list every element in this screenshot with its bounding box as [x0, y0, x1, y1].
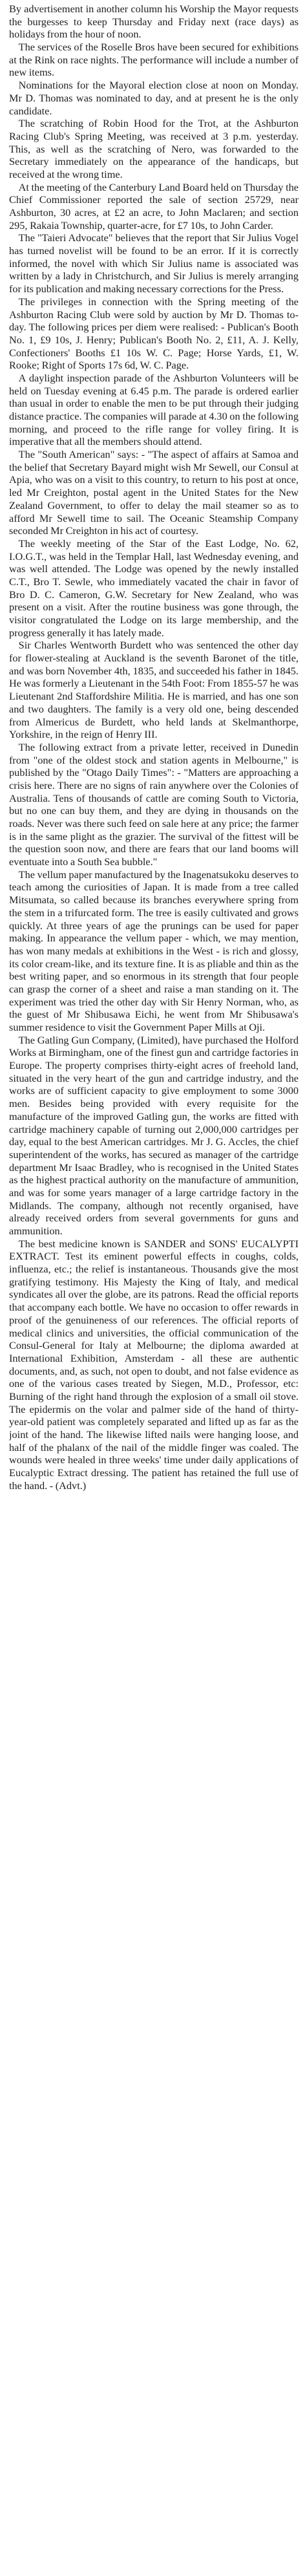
- news-paragraph: The privileges in connection with the Spring meeting of the Ashburton Racing Club were sold by auction by Mr D. Thomas to-day. The following prices per diem were realised: - Publican's Booth No. 1, £9 10s, J. Henry; Publican's Booth No. 2, £11, A. J. Kelly, Confectioners' Booths £1 10s W. C. Page; Horse Yards, £1, W. Rooke; Right of Sports 17s 6d, W. C. Page.: [9, 295, 299, 372]
- news-paragraph: The best medicine known is SANDER and SONS' EUCALYPTI EXTRACT. Test its eminent powerful effects in coughs, colds, influenza, etc.; the relief is instantaneous. Thousands give the most gratifying testimony. His Majesty the King of Italy, and medical syndicates all over the globe, are its patrons. Read the official reports that accompany each bottle. We have no occasion to offer rewards in proof of the genuineness of our references. The official reports of medical clinics and universities, the official communication of the Consul-General for Italy at Melbourne; the diploma awarded at International Exhibition, Amsterdam - all these are authentic documents, and, as such, not open to doubt, and not false evidence as one of the various cases treated by Siegen, M.D., Professor, etc: Burning of the right hand through the explosion of a small oil stove. The epidermis on the volar and palmer side of the hand of thirty-year-old patient was completely separated and lifted up as far as the joint of the hand. The likewise lifted nails were hanging loose, and half of the phalanx of the nail of the middle finger was coaled. The wounds were healed in three weeks' time under daily applications of Eucalyptic Extract dressing. The patient has retained the full use of the hand. - (Advt.): [9, 1237, 299, 1492]
- news-paragraph: The Gatling Gun Company, (Limited), have purchased the Holford Works at Birmingham, one of the finest gun and cartridge factories in Europe. The property comprises thirty-eight acres of freehold land, situated in the very heart of the gun and cartridge industry, and the works are of sufficient capacity to give employment to some 3000 men. Besides being provided with every requisite for the manufacture of the improved Gatling gun, the works are fitted with cartridge machinery capable of turning out 2,000,000 cartridges per day, equal to the best American cartridges. Mr J. G. Accles, the chief superintendent of the works, has secured as manager of the cartridge department Mr Isaac Bradley, who is recognised in the United States as the highest practical authority on the manufacture of ammunition, and was for some years manager of a large cartridge factory in the Midlands. The company, although not recently organised, have already received orders from several governments for guns and ammunition.: [9, 1033, 299, 1237]
- news-paragraph: At the meeting of the Canterbury Land Board held on Thursday the Chief Commissioner reported the sale of section 25729, near Ashburton, 30 acres, at £2 an acre, to John Maclaren; and section 295, Rakaia Township, quarter-acre, for £7 10s, to John Carder.: [9, 180, 299, 231]
- news-paragraph: The "South American" says: - "The aspect of affairs at Samoa and the belief that Secretary Bayard might wish Mr Sewell, our Consul at Apia, who was on a visit to this country, to return to his post at once, led Mr Creighton, postal agent in the United States for the New Zealand Government, to offer to delay the mail steamer so as to afford Mr Sewell time to sail. The Oceanic Steamship Company seconded Mr Creighton in his act of courtesy.: [9, 448, 299, 537]
- news-column: [9, 3, 299, 2571]
- news-paragraph: The services of the Roselle Bros have been secured for exhibitions at the Rink on race nights. The performance will include a number of new items.: [9, 41, 299, 79]
- news-paragraph: The scratching of Robin Hood for the Trot, at the Ashburton Racing Club's Spring Meeting, was received at 3 p.m. yesterday. This, as well as the scratching of Nero, was forwarded to the Secretary immediately on the appearance of the handicaps, but received at the wrong time.: [9, 117, 299, 180]
- news-paragraph: The "Taieri Advocate" believes that the report that Sir Julius Vogel has turned novelist will be found to be an error. If it is correctly informed, the novel with which Sir Julius name is associated was written by a lady in Christchurch, and Sir Julius is merely arranging for its publication and making necessary corrections for the Press.: [9, 231, 299, 295]
- news-paragraph: The vellum paper manufactured by the Inagenatsukoku deserves to teach among the curiosities of Japan. It is made from a tree called Mitsumata, so called because its branches everywhere spring from the stem in a trifurcated form. The tree is easily cultivated and grows quickly. At three years of age the prunings can be used for paper making. In appearance the vellum paper - which, we may mention, has won many medals at exhibitions in the West - is rich and glossy, its color cream-like, and its texture fine. It is as pliable and thin as the best writing paper, and so enormous in its strength that four people can grasp the corner of a sheet and raise a man standing on it. The experiment was tried the other day with Sir Henry Norman, who, as the guest of Mr Shibusawa Eichi, he went from Mr Shibusawa's summer residence to visit the Government Paper Mills at Oji.: [9, 868, 299, 1033]
- news-paragraph: A daylight inspection parade of the Ashburton Volunteers will be held on Tuesday evening at 6.45 p.m. The parade is ordered earlier than usual in order to enable the men to be put through their judging distance practice. The companies will parade at 4.30 on the following morning, and proceed to the rifle range for volley firing. It is imperative that all the members should attend.: [9, 371, 299, 448]
- news-paragraph: The following extract from a private letter, received in Dunedin from "one of the oldest stock and station agents in Melbourne," is published by the "Otago Daily Times": - "Matters are approaching a crisis here. There are no signs of rain anywhere over the Colonies of Australia. Tens of thousands of cattle are coming South to Victoria, but no one can buy them, and they are dying in thousands on the roads. Never was there such feed on sale here at any price; the farmer is in the same plight as the grazier. The survival of the fittest will be the question soon now, and there are fears that our land booms will eventuate into a South Sea bubble.": [9, 740, 299, 868]
- news-paragraph: The weekly meeting of the Star of the East Lodge, No. 62, I.O.G.T., was held in the Templar Hall, last Wednesday evening, and was well attended. The Lodge was opened by the newly installed C.T., Bro T. Sewle, who immediately vacated the chair in favor of Bro D. C. Cameron, G.W. Secretary for New Zealand, who was present on a visit. After the routine business was gone through, the visitor congratulated the Lodge on its large membership, and the progress generally it has lately made.: [9, 537, 299, 639]
- news-paragraph: By advertisement in another column his Worship the Mayor requests the burgesses to keep Thursday and Friday next (race days) as holidays from the hour of noon.: [9, 3, 299, 41]
- news-paragraph: Sir Charles Wentworth Burdett who was sentenced the other day for flower-stealing at Auckland is the seventh Baronet of the title, and was born November 4th, 1835, and succeeded his father in 1845. He was formerly a Lieutenant in the 54th Foot: From 1855-57 he was Lieutenant 2nd Staffordshire Militia. He is married, and has one son and two daughters. The family is a very old one, being descended from Almericus de Burdett, who held lands at Skelmanthorpe, Yorkshire, in the reign of Henry III.: [9, 639, 299, 741]
- news-paragraph: Nominations for the Mayoral election close at noon on Monday. Mr D. Thomas was nominated to day, and at present he is the only candidate.: [9, 79, 299, 117]
